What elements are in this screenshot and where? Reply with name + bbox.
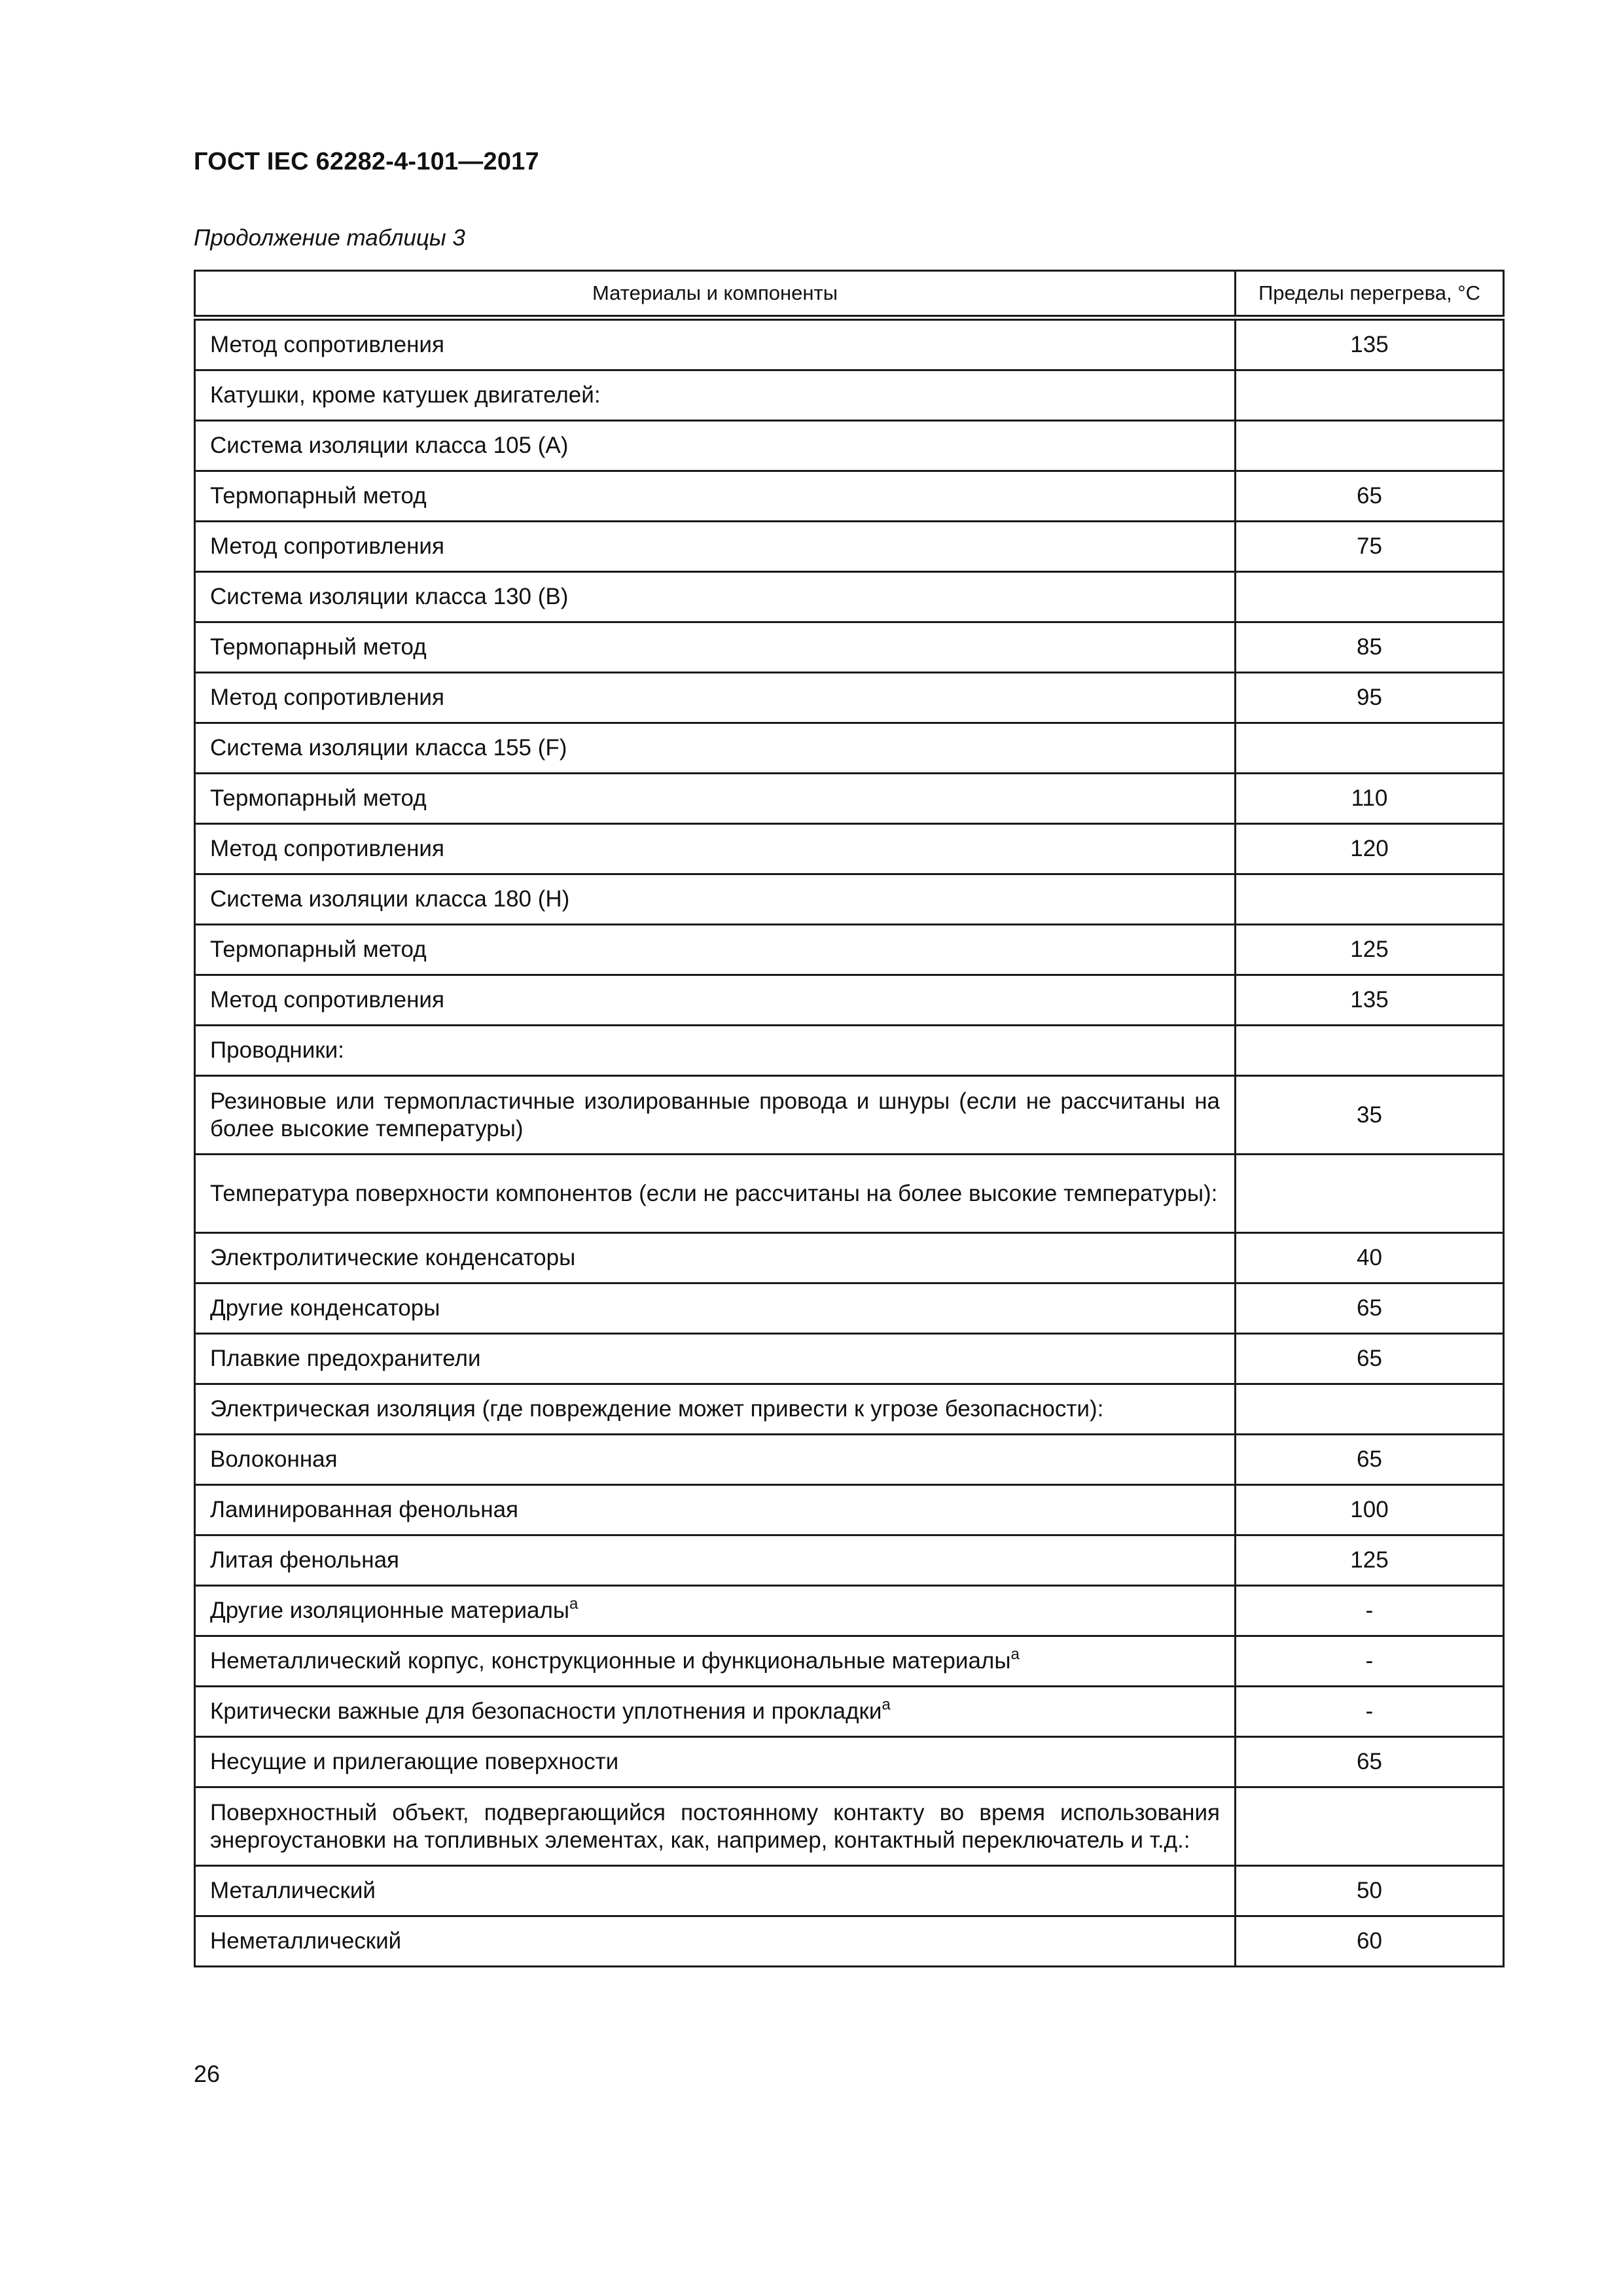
row-name: Резиновые или термопластичные изолированные провода и шнуры (если не рассчитаны на более высокие температуры)	[195, 1076, 1236, 1155]
row-value: 65	[1236, 471, 1504, 522]
row-name: Несущие и прилегающие поверхности	[195, 1737, 1236, 1787]
row-name-with-note	[195, 1636, 1236, 1687]
table-row	[195, 1586, 1504, 1636]
row-value	[1236, 572, 1504, 622]
table-row	[195, 1485, 1504, 1535]
table-row	[195, 874, 1504, 925]
table-caption: Продолжение таблицы 3	[194, 225, 465, 251]
row-value: 125	[1236, 925, 1504, 975]
table-row	[195, 471, 1504, 522]
row-value: 65	[1236, 1283, 1504, 1334]
table-row	[195, 1737, 1504, 1787]
row-name: Поверхностный объект, подвергающийся постоянному контакту во время использования энергоустановки на топливных элементах, как, например, контактный переключатель и т.д.:	[195, 1787, 1236, 1866]
table-row	[195, 1384, 1504, 1435]
row-name: Система изоляции класса 155 (F)	[195, 723, 1236, 774]
row-name: Система изоляции класса 180 (Н)	[195, 874, 1236, 925]
table-row	[195, 622, 1504, 673]
row-value: 120	[1236, 824, 1504, 874]
table-row	[195, 673, 1504, 723]
footnote-marker: a	[569, 1595, 579, 1613]
row-name: Термопарный метод	[195, 622, 1236, 673]
row-name: Электролитические конденсаторы	[195, 1233, 1236, 1283]
row-value: 95	[1236, 673, 1504, 723]
table-row	[195, 1636, 1504, 1687]
row-name: Критически важные для безопасности уплотнения и прокладки	[210, 1698, 882, 1724]
table-row	[195, 1787, 1504, 1866]
row-name-with-note	[195, 1687, 1236, 1737]
row-value: 110	[1236, 774, 1504, 824]
row-name: Метод сопротивления	[195, 673, 1236, 723]
row-name: Ламинированная фенольная	[195, 1485, 1236, 1535]
overheat-limits-table	[194, 270, 1505, 1967]
table-row	[195, 975, 1504, 1026]
table-row	[195, 925, 1504, 975]
row-value: -	[1236, 1687, 1504, 1737]
row-value	[1236, 874, 1504, 925]
row-value	[1236, 1787, 1504, 1866]
row-value: 40	[1236, 1233, 1504, 1283]
table-row	[195, 1687, 1504, 1737]
row-name-with-note	[195, 1586, 1236, 1636]
table-row	[195, 318, 1504, 370]
row-value: 65	[1236, 1435, 1504, 1485]
table-row	[195, 421, 1504, 471]
table-row	[195, 1283, 1504, 1334]
row-value: 50	[1236, 1866, 1504, 1916]
row-name: Метод сопротивления	[195, 975, 1236, 1026]
footnote-marker: a	[882, 1696, 891, 1713]
row-value: -	[1236, 1586, 1504, 1636]
row-value	[1236, 1384, 1504, 1435]
row-value	[1236, 370, 1504, 421]
row-value: -	[1236, 1636, 1504, 1687]
row-value	[1236, 1155, 1504, 1233]
column-header-limits: Пределы перегрева, °С	[1236, 271, 1504, 318]
row-name: Металлический	[195, 1866, 1236, 1916]
row-name: Метод сопротивления	[195, 522, 1236, 572]
row-value	[1236, 723, 1504, 774]
document-title: ГОСТ IEC 62282-4-101—2017	[194, 148, 539, 175]
row-value: 65	[1236, 1737, 1504, 1787]
table-row	[195, 1435, 1504, 1485]
table-row	[195, 1233, 1504, 1283]
row-name: Система изоляции класса 130 (В)	[195, 572, 1236, 622]
row-value: 135	[1236, 318, 1504, 370]
table-row	[195, 370, 1504, 421]
row-name: Плавкие предохранители	[195, 1334, 1236, 1384]
column-header-materials: Материалы и компоненты	[195, 271, 1236, 318]
table-row	[195, 824, 1504, 874]
table-row	[195, 1076, 1504, 1155]
row-value: 125	[1236, 1535, 1504, 1586]
table-row	[195, 572, 1504, 622]
row-value: 85	[1236, 622, 1504, 673]
table-row	[195, 1026, 1504, 1076]
row-name: Температура поверхности компонентов (если не рассчитаны на более высокие температуры):	[195, 1155, 1236, 1233]
row-name: Система изоляции класса 105 (А)	[195, 421, 1236, 471]
row-name: Метод сопротивления	[195, 318, 1236, 370]
row-name: Термопарный метод	[195, 774, 1236, 824]
row-name: Проводники:	[195, 1026, 1236, 1076]
row-value	[1236, 421, 1504, 471]
row-name: Термопарный метод	[195, 925, 1236, 975]
row-name: Термопарный метод	[195, 471, 1236, 522]
row-value: 75	[1236, 522, 1504, 572]
row-value: 135	[1236, 975, 1504, 1026]
row-name: Электрическая изоляция (где повреждение может привести к угрозе безопасности):	[195, 1384, 1236, 1435]
table-row	[195, 1916, 1504, 1967]
row-name: Волоконная	[195, 1435, 1236, 1485]
table-row	[195, 1155, 1504, 1233]
row-name: Неметаллический корпус, конструкционные и функциональные материалы	[210, 1648, 1011, 1674]
footnote-marker: a	[1010, 1645, 1020, 1663]
row-name: Метод сопротивления	[195, 824, 1236, 874]
row-value	[1236, 1026, 1504, 1076]
row-name: Неметаллический	[195, 1916, 1236, 1967]
table-row	[195, 522, 1504, 572]
page-number: 26	[194, 2060, 221, 2087]
table-row	[195, 723, 1504, 774]
row-name: Катушки, кроме катушек двигателей:	[195, 370, 1236, 421]
row-name: Литая фенольная	[195, 1535, 1236, 1586]
row-value: 35	[1236, 1076, 1504, 1155]
table-row	[195, 1535, 1504, 1586]
row-name: Другие изоляционные материалы	[210, 1598, 570, 1623]
row-value: 60	[1236, 1916, 1504, 1967]
row-name: Другие конденсаторы	[195, 1283, 1236, 1334]
table-row	[195, 1334, 1504, 1384]
table-row	[195, 1866, 1504, 1916]
row-value: 100	[1236, 1485, 1504, 1535]
table-header-row	[195, 271, 1504, 318]
row-value: 65	[1236, 1334, 1504, 1384]
table-row	[195, 774, 1504, 824]
